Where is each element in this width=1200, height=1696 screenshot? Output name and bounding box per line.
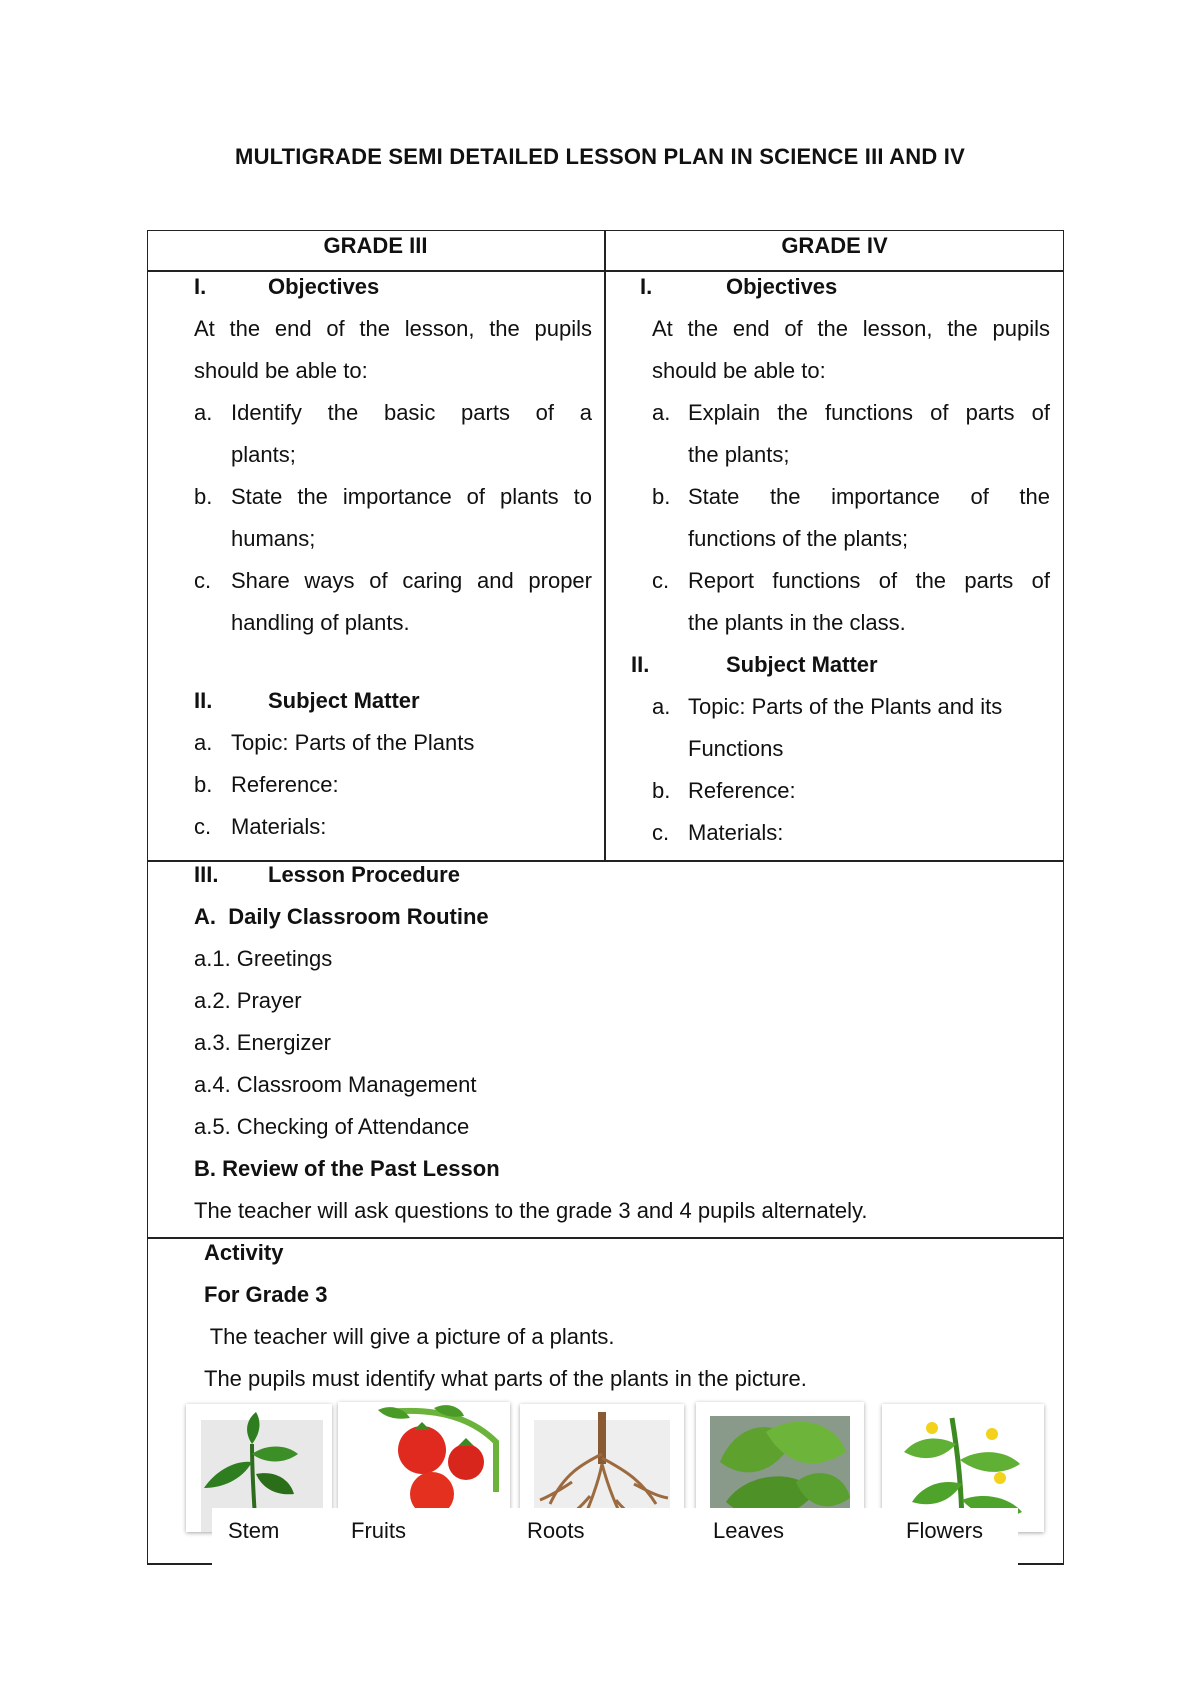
caption-roots: Roots — [527, 1518, 585, 1543]
g3-sm-c-letter: c. — [194, 814, 212, 839]
g4-sm-c-letter: c. — [652, 820, 670, 845]
g3-sm-a-letter: a. — [194, 730, 213, 755]
g3-sm-b: Reference: — [231, 772, 339, 797]
g3-objectives-num: I. — [194, 274, 207, 299]
column-divider — [604, 230, 606, 861]
g4-sm-a-line2: Functions — [688, 736, 784, 761]
routine-item: a.1. Greetings — [194, 946, 333, 971]
activity-subtitle: For Grade 3 — [204, 1282, 328, 1307]
routine-item: a.3. Energizer — [194, 1030, 331, 1055]
header-grade-4: GRADE IV — [781, 233, 888, 258]
g3-obj-b-letter: b. — [194, 484, 213, 509]
g4-intro-line2: should be able to: — [652, 358, 826, 383]
caption-leaves: Leaves — [713, 1518, 784, 1543]
activity-title: Activity — [204, 1240, 284, 1265]
g4-obj-c-line1: Report functions of the parts of — [688, 568, 1050, 593]
g4-obj-c-letter: c. — [652, 568, 670, 593]
g4-objectives-num: I. — [640, 274, 653, 299]
routine-item: a.5. Checking of Attendance — [194, 1114, 470, 1139]
g4-sm-b-letter: b. — [652, 778, 671, 803]
g4-sm-a-line1: Topic: Parts of the Plants and its — [688, 694, 1003, 719]
g4-obj-b-letter: b. — [652, 484, 671, 509]
g4-subject-num: II. — [631, 652, 650, 677]
g3-obj-a-letter: a. — [194, 400, 213, 425]
g3-sm-b-letter: b. — [194, 772, 213, 797]
g3-intro-line2: should be able to: — [194, 358, 368, 383]
g4-obj-c-line2: the plants in the class. — [688, 610, 906, 635]
procedure-num: III. — [194, 862, 219, 887]
g3-sm-a: Topic: Parts of the Plants — [231, 730, 475, 755]
g4-obj-a-line2: the plants; — [688, 442, 790, 467]
g4-intro-line1: At the end of the lesson, the pupils — [652, 316, 1050, 341]
g4-sm-b: Reference: — [688, 778, 796, 803]
g3-obj-c-line2: handling of plants. — [231, 610, 410, 635]
g3-obj-a-line2: plants; — [231, 442, 296, 467]
routine-heading: A. Daily Classroom Routine — [194, 904, 489, 929]
activity-line2: The pupils must identify what parts of the plants in the picture. — [204, 1366, 807, 1391]
g3-sm-c: Materials: — [231, 814, 327, 839]
caption-fruits: Fruits — [351, 1518, 406, 1543]
activity-line1: The teacher will give a picture of a plants. — [204, 1324, 615, 1349]
g3-obj-b-line2: humans; — [231, 526, 316, 551]
g3-obj-a-line1: Identify the basic parts of a — [231, 400, 592, 425]
g4-objectives-title: Objectives — [726, 274, 838, 299]
caption-flowers: Flowers — [906, 1518, 984, 1543]
g4-obj-b-line2: functions of the plants; — [688, 526, 909, 551]
g3-obj-c-line1: Share ways of caring and proper — [231, 568, 592, 593]
g4-obj-a-letter: a. — [652, 400, 671, 425]
g3-intro-line1: At the end of the lesson, the pupils — [194, 316, 592, 341]
routine-item: a.4. Classroom Management — [194, 1072, 477, 1097]
caption-stem: Stem — [228, 1518, 280, 1543]
review-heading: B. Review of the Past Lesson — [194, 1156, 500, 1181]
g4-obj-b-line1: State the importance of the — [688, 484, 1050, 509]
page-title: MULTIGRADE SEMI DETAILED LESSON PLAN IN SCIENCE III AND IV — [235, 144, 965, 169]
g3-subject-title: Subject Matter — [268, 688, 420, 713]
routine-item: a.2. Prayer — [194, 988, 302, 1013]
header-grade-3: GRADE III — [323, 233, 428, 258]
table-bottom-left — [147, 1563, 212, 1565]
g4-sm-a-letter: a. — [652, 694, 671, 719]
g3-objectives-title: Objectives — [268, 274, 380, 299]
g4-obj-a-line1: Explain the functions of parts of — [688, 400, 1050, 425]
procedure-title: Lesson Procedure — [268, 862, 460, 887]
review-text: The teacher will ask questions to the grade 3 and 4 pupils alternately. — [194, 1198, 868, 1223]
g3-obj-b-line1: State the importance of plants to — [231, 484, 592, 509]
g3-subject-num: II. — [194, 688, 213, 713]
g4-subject-title: Subject Matter — [726, 652, 878, 677]
caption-strip — [212, 1508, 1018, 1572]
table-bottom-right — [1018, 1563, 1064, 1565]
row-divider-activity — [147, 1237, 1064, 1239]
g3-obj-c-letter: c. — [194, 568, 212, 593]
g4-sm-c: Materials: — [688, 820, 784, 845]
